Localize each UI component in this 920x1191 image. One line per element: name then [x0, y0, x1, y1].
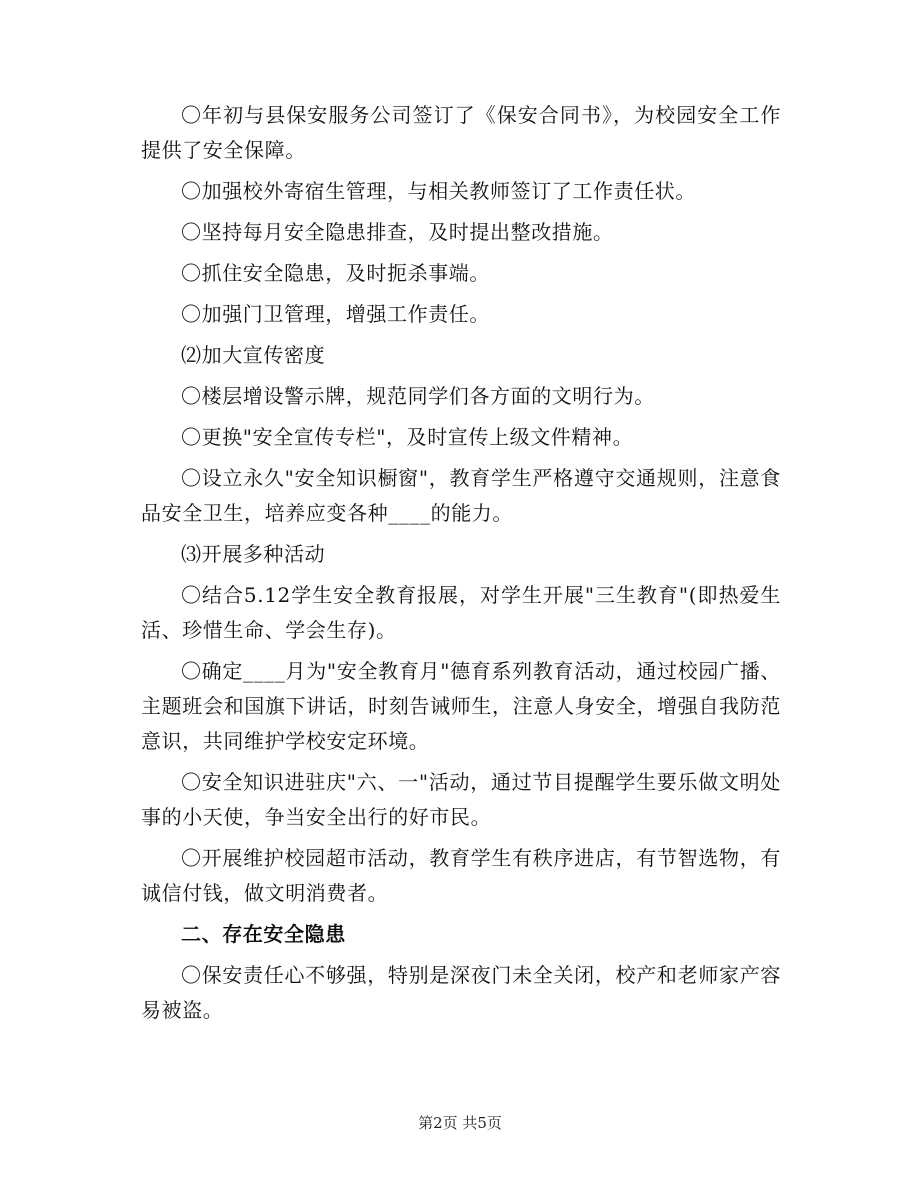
- paragraph: 〇楼层增设警示牌，规范同学们各方面的文明行为。: [181, 384, 655, 408]
- paragraph: 〇抓住安全隐患，及时扼杀事端。: [181, 261, 490, 285]
- paragraph: 〇开展维护校园超市活动，教育学生有秩序进店，有节智选物，有诚信付钱，做文明消费者。: [141, 846, 781, 905]
- paragraph: 〇年初与县保安服务公司签订了《保安合同书》，为校园安全工作提供了安全保障。: [141, 103, 781, 162]
- paragraph: 〇更换"安全宣传专栏"，及时宣传上级文件精神。: [181, 425, 634, 449]
- paragraph: 〇确定____月为"安全教育月"德育系列教育活动，通过校园广播、主题班会和国旗下讲话，时刻告诫师生，注意人身安全，增强自我防范意识，共同维护学校安定环境。: [141, 659, 781, 753]
- paragraph: 〇保安责任心不够强，特别是深夜门未全关闭，校产和老师家产容易被盗。: [141, 963, 781, 1022]
- paragraph: 〇加强门卫管理，增强工作责任。: [181, 302, 490, 326]
- paragraph: 〇坚持每月安全隐患排查，及时提出整改措施。: [181, 220, 614, 244]
- section-heading: 二、存在安全隐患: [181, 922, 346, 946]
- section-subheading: ⑶开展多种活动: [181, 542, 326, 566]
- paragraph: 〇结合5.12学生安全教育报展，对学生开展"三生教育"(即热爱生活、珍惜生命、学会生存)。: [141, 583, 781, 642]
- paragraph: 〇设立永久"安全知识橱窗"，教育学生严格遵守交通规则，注意食品安全卫生，培养应变各种____的能力。: [141, 466, 781, 525]
- section-subheading: ⑵加大宣传密度: [181, 343, 326, 367]
- page-number-footer: 第2页 共5页: [418, 1114, 502, 1132]
- paragraph: 〇安全知识进驻庆"六、一"活动，通过节目提醒学生要乐做文明处事的小天使，争当安全出行的好市民。: [141, 770, 781, 829]
- document-body: [141, 98, 781, 1034]
- paragraph: 〇加强校外寄宿生管理，与相关教师签订了工作责任状。: [181, 179, 696, 203]
